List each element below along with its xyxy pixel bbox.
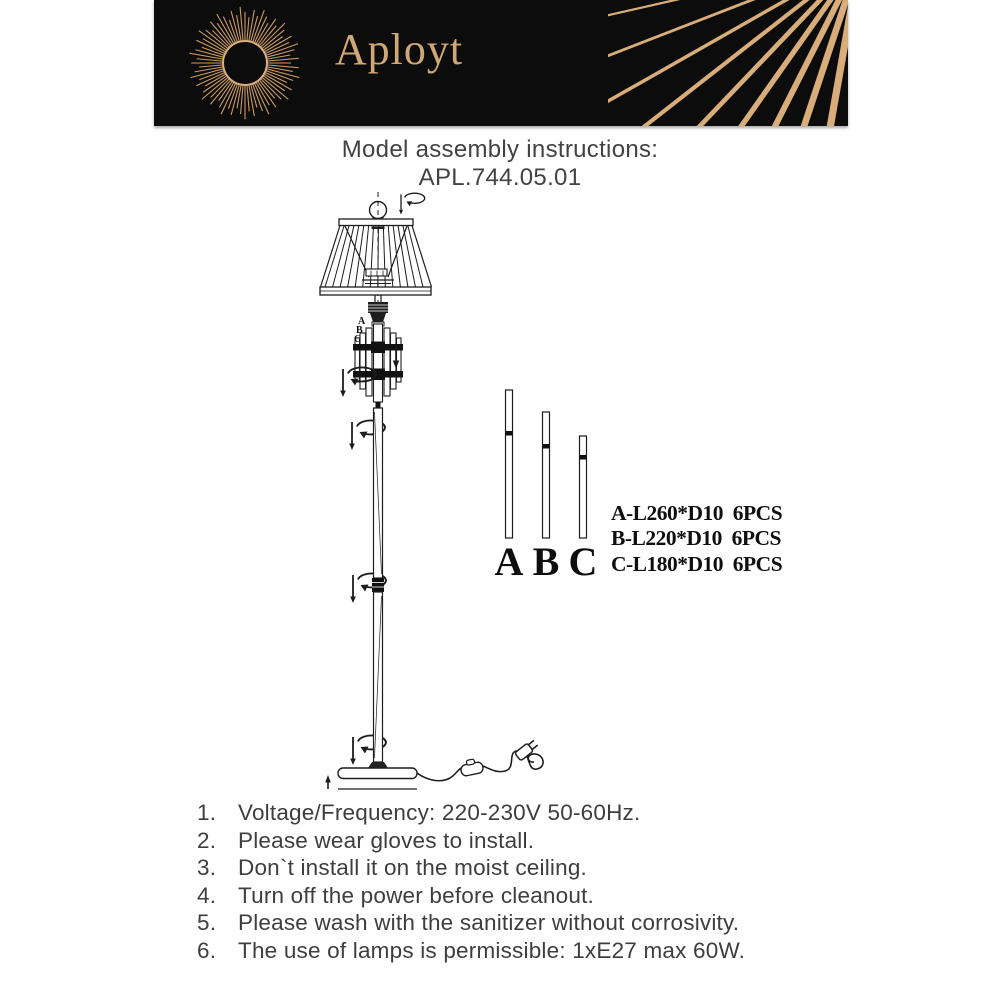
cluster-label-a: A — [358, 316, 366, 327]
spare-rod-c — [580, 436, 587, 538]
spare-rod-b — [543, 412, 550, 538]
rod-label-c: C — [568, 539, 598, 584]
brand-wordmark: Aployt — [334, 25, 464, 74]
up-arrow-icon — [325, 775, 331, 789]
spec-rod-c: C-L180*D10 6PCS — [611, 551, 783, 576]
cord-coil — [483, 751, 543, 772]
lampshade — [320, 219, 432, 295]
rod-label-a: A — [494, 539, 524, 584]
lamp-base — [338, 768, 417, 789]
inline-switch — [459, 757, 484, 776]
spec-rod-b: B-L220*D10 6PCS — [611, 526, 781, 551]
lamp-socket — [368, 295, 388, 326]
instruction-item: 5. Please wash with the sanitizer without corrosivity. — [197, 910, 740, 936]
cluster-label-c: C — [354, 334, 362, 345]
cluster-label-b: B — [356, 325, 363, 336]
instruction-item: 1. Voltage/Frequency: 220-230V 50-60Hz. — [197, 800, 641, 825]
page-title: Model assembly instructions: — [341, 136, 659, 163]
rod-label-b: B — [532, 539, 560, 584]
power-cord — [417, 768, 461, 781]
instructions-list — [197, 799, 745, 965]
instruction-item: 2. Please wear gloves to install. — [197, 827, 535, 853]
rod-specs — [611, 501, 782, 577]
instruction-item: 6. The use of lamps is permissible: 1xE27 max 60W. — [197, 937, 746, 963]
instruction-item: 4. Turn off the power before cleanout. — [197, 882, 594, 908]
instruction-item: 3. Don`t install it on the moist ceiling. — [197, 855, 588, 881]
spec-rod-a: A-L260*D10 6PCS — [611, 501, 783, 525]
rotate-arrow-icon — [399, 193, 425, 214]
model-number: APL.744.05.01 — [418, 164, 582, 191]
spare-rod-a — [506, 390, 513, 538]
